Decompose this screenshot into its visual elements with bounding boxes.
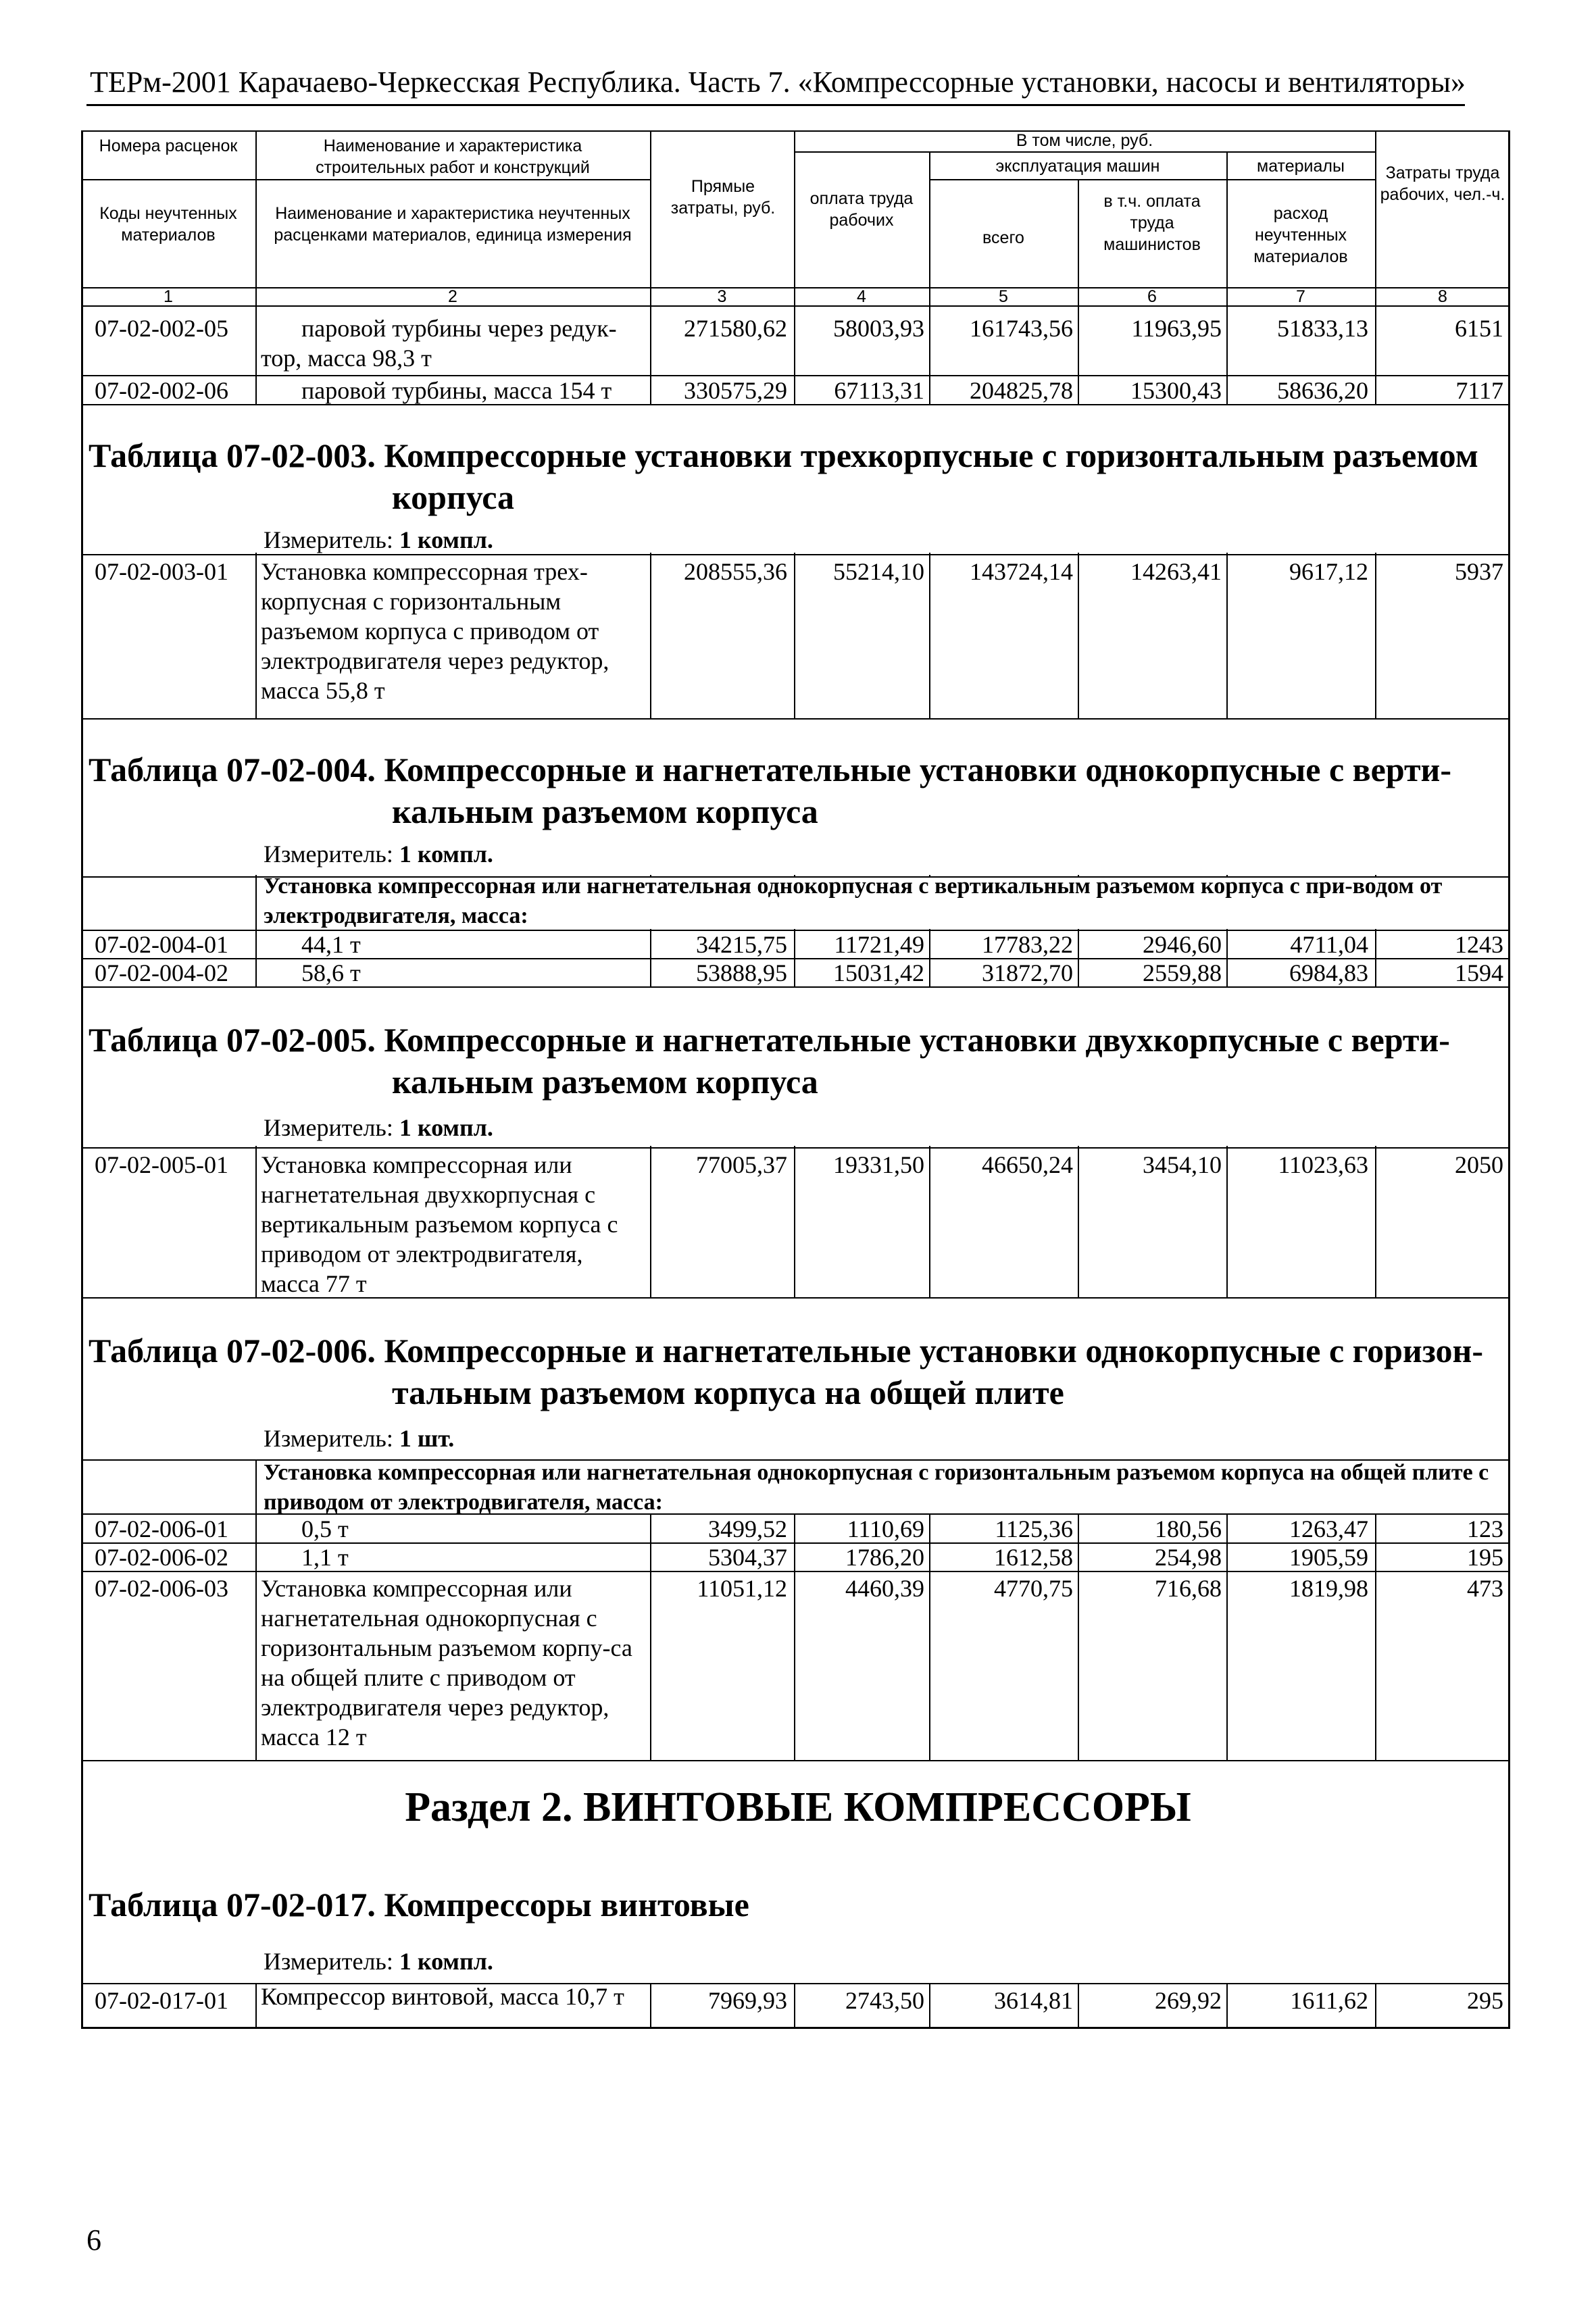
col-header-rate-numbers: Номера расценок: [99, 136, 238, 155]
row-name: 58,6 т: [301, 959, 361, 986]
row-labor-pay: 4460,39: [845, 1575, 924, 1602]
row-machine-total: 46650,24: [982, 1151, 1073, 1178]
row-materials: 4711,04: [1290, 931, 1368, 958]
col-number: 7: [1296, 287, 1305, 306]
table-title-cont: тальным разъемом корпуса на общей плите: [392, 1374, 1064, 1411]
row-code: 07-02-017-01: [95, 1987, 228, 2014]
col-header-work-name: Наименование и характеристика строительных работ и конструкций: [316, 136, 590, 177]
row-direct-costs: 5304,37: [708, 1544, 787, 1571]
col-number: 4: [857, 287, 866, 306]
row-labor-hours: 7117: [1455, 377, 1503, 404]
row-name: Установка компрессорная или нагнетательная однокорпусная с горизонтальным разъемом корпу-са на общей плите с приводом от электродвигателя через редуктор, масса 12 т: [261, 1575, 632, 1751]
row-code: 07-02-004-02: [95, 959, 228, 986]
row-materials: 51833,13: [1277, 315, 1368, 342]
row-materials: 58636,20: [1277, 377, 1368, 404]
row-labor-hours: 6151: [1455, 315, 1503, 342]
row-machine-total: 161743,56: [970, 315, 1073, 342]
row-code: 07-02-004-01: [95, 931, 228, 958]
col-number: 2: [448, 287, 457, 306]
row-materials: 6984,83: [1289, 959, 1368, 986]
row-direct-costs: 3499,52: [708, 1515, 787, 1542]
row-labor-hours: 1594: [1455, 959, 1503, 986]
unit-of-measure: Измеритель: 1 компл.: [264, 526, 493, 553]
row-materials: 1263,47: [1289, 1515, 1368, 1542]
row-machine-total: 204825,78: [970, 377, 1073, 404]
row-name: Установка компрессорная трех-корпусная с горизонтальным разъемом корпуса с приводом от электродвигателя через редуктор, масса 55,8 т: [261, 558, 609, 704]
row-code: 07-02-005-01: [95, 1151, 228, 1178]
row-code: 07-02-006-01: [95, 1515, 228, 1542]
row-materials: 11023,63: [1278, 1151, 1368, 1178]
header-rule: [86, 104, 1465, 106]
row-labor-pay: 11721,49: [834, 931, 924, 958]
col-number: 1: [164, 287, 173, 306]
row-name: 44,1 т: [301, 931, 361, 958]
col-header-machine-operation: эксплуатация машин: [995, 157, 1160, 176]
row-machine-total: 4770,75: [994, 1575, 1073, 1602]
row-name: 1,1 т: [301, 1544, 349, 1571]
row-direct-costs: 208555,36: [684, 558, 787, 585]
col-header-including: В том числе, руб.: [1016, 131, 1153, 150]
row-labor-hours: 2050: [1455, 1151, 1503, 1178]
row-machinist-pay: 14263,41: [1130, 558, 1222, 585]
row-machinist-pay: 15300,43: [1130, 377, 1222, 404]
col-number: 6: [1147, 287, 1157, 306]
col-header-material-name: Наименование и характеристика неучтенных расценками материалов, единица измерения: [274, 204, 632, 245]
col-number: 8: [1438, 287, 1447, 306]
row-code: 07-02-006-03: [95, 1575, 228, 1602]
row-name: Установка компрессорная или нагнетательная двухкорпусная с вертикальным разъемом корпуса с приводом от электродвигателя, масса 77 т: [261, 1151, 618, 1297]
row-machinist-pay: 254,98: [1155, 1544, 1222, 1571]
table-title-cont: кальным разъемом корпуса: [392, 1063, 818, 1101]
row-machine-total: 1612,58: [994, 1544, 1073, 1571]
row-labor-pay: 15031,42: [833, 959, 924, 986]
row-machine-total: 143724,14: [970, 558, 1073, 585]
table-title: Таблица 07-02-017. Компрессоры винтовые: [89, 1886, 749, 1923]
row-direct-costs: 77005,37: [696, 1151, 787, 1178]
row-materials: 1611,62: [1290, 1987, 1368, 2014]
col-header-unaccounted-materials: расход неучтенных материалов: [1253, 204, 1348, 266]
row-materials: 1819,98: [1289, 1575, 1368, 1602]
col-header-material-codes: Коды неучтенных материалов: [99, 204, 237, 245]
unit-of-measure: Измеритель: 1 компл.: [264, 1948, 493, 1975]
row-direct-costs: 11051,12: [697, 1575, 787, 1602]
row-labor-pay: 19331,50: [833, 1151, 924, 1178]
row-labor-hours: 473: [1467, 1575, 1503, 1602]
col-header-labor-pay: оплата труда рабочих: [809, 189, 914, 230]
page-number: 6: [86, 2223, 101, 2257]
row-labor-hours: 295: [1467, 1987, 1503, 2014]
unit-of-measure: Измеритель: 1 компл.: [264, 840, 493, 867]
row-labor-pay: 1786,20: [845, 1544, 924, 1571]
document-header: ТЕРм-2001 Карачаево-Черкесская Республика. Часть 7. «Компрессорные установки, насосы и вентиляторы»: [90, 66, 1466, 99]
row-machinist-pay: 2559,88: [1143, 959, 1222, 986]
row-labor-hours: 1243: [1455, 931, 1503, 958]
col-number: 3: [717, 287, 727, 306]
unit-of-measure: Измеритель: 1 шт.: [264, 1425, 455, 1452]
row-materials: 1905,59: [1289, 1544, 1368, 1571]
col-number: 5: [999, 287, 1008, 306]
table-title: Таблица 07-02-003. Компрессорные установки трехкорпусные с горизонтальным разъемом: [89, 436, 1478, 474]
row-name: паровой турбины, масса 154 т: [301, 377, 612, 404]
row-name: паровой турбины через редук-тор, масса 98,3 т: [261, 315, 617, 372]
row-labor-pay: 58003,93: [833, 315, 924, 342]
row-direct-costs: 330575,29: [684, 377, 787, 404]
row-name: Компрессор винтовой, масса 10,7 т: [261, 1983, 624, 2010]
col-header-materials: материалы: [1257, 157, 1345, 176]
row-labor-pay: 67113,31: [834, 377, 924, 404]
row-machine-total: 17783,22: [982, 931, 1073, 958]
table-title: Таблица 07-02-005. Компрессорные и нагнетательные установки двухкорпусные с верти-: [89, 1021, 1450, 1059]
section-title: Раздел 2. ВИНТОВЫЕ КОМПРЕССОРЫ: [405, 1784, 1191, 1830]
row-machine-total: 1125,36: [995, 1515, 1073, 1542]
table-title: Таблица 07-02-006. Компрессорные и нагнетательные установки однокорпусные с горизон-: [89, 1332, 1483, 1369]
row-labor-pay: 1110,69: [847, 1515, 924, 1542]
row-machinist-pay: 180,56: [1155, 1515, 1222, 1542]
row-direct-costs: 53888,95: [696, 959, 787, 986]
row-labor-pay: 2743,50: [845, 1987, 924, 2014]
row-machine-total: 31872,70: [982, 959, 1073, 986]
row-labor-hours: 5937: [1455, 558, 1503, 585]
row-name: 0,5 т: [301, 1515, 349, 1542]
unit-of-measure: Измеритель: 1 компл.: [264, 1114, 493, 1141]
row-materials: 9617,12: [1289, 558, 1368, 585]
row-labor-hours: 195: [1467, 1544, 1503, 1571]
row-machinist-pay: 2946,60: [1143, 931, 1222, 958]
col-header-machine-total: всего: [982, 228, 1024, 247]
table-title-cont: корпуса: [392, 478, 515, 516]
row-machine-total: 3614,81: [994, 1987, 1073, 2014]
row-labor-pay: 55214,10: [833, 558, 924, 585]
row-code: 07-02-003-01: [95, 558, 228, 585]
row-machinist-pay: 716,68: [1155, 1575, 1222, 1602]
table-title: Таблица 07-02-004. Компрессорные и нагнетательные установки однокорпусные с верти-: [89, 751, 1452, 788]
row-machinist-pay: 3454,10: [1143, 1151, 1222, 1178]
col-header-direct-costs: Прямые затраты, руб.: [670, 177, 776, 218]
group-description: Установка компрессорная или нагнетательная однокорпусная с горизонтальным разъемом корпуса на общей плите с приводом от электродвигателя, масса:: [264, 1460, 1489, 1515]
row-direct-costs: 271580,62: [684, 315, 787, 342]
row-code: 07-02-006-02: [95, 1544, 228, 1571]
col-header-labor-hours: Затраты труда рабочих, чел.-ч.: [1380, 164, 1505, 204]
row-direct-costs: 34215,75: [696, 931, 787, 958]
row-direct-costs: 7969,93: [708, 1987, 787, 2014]
col-header-machinist-pay: в т.ч. оплата труда машинистов: [1103, 192, 1201, 254]
group-description: Установка компрессорная или нагнетательная однокорпусная с вертикальным разъемом корпуса с при-водом от электродвигателя, масса:: [264, 874, 1443, 928]
row-code: 07-02-002-05: [95, 315, 228, 342]
row-code: 07-02-002-06: [95, 377, 228, 404]
row-machinist-pay: 11963,95: [1131, 315, 1222, 342]
row-labor-hours: 123: [1467, 1515, 1503, 1542]
table-title-cont: кальным разъемом корпуса: [392, 793, 818, 830]
row-machinist-pay: 269,92: [1155, 1987, 1222, 2014]
